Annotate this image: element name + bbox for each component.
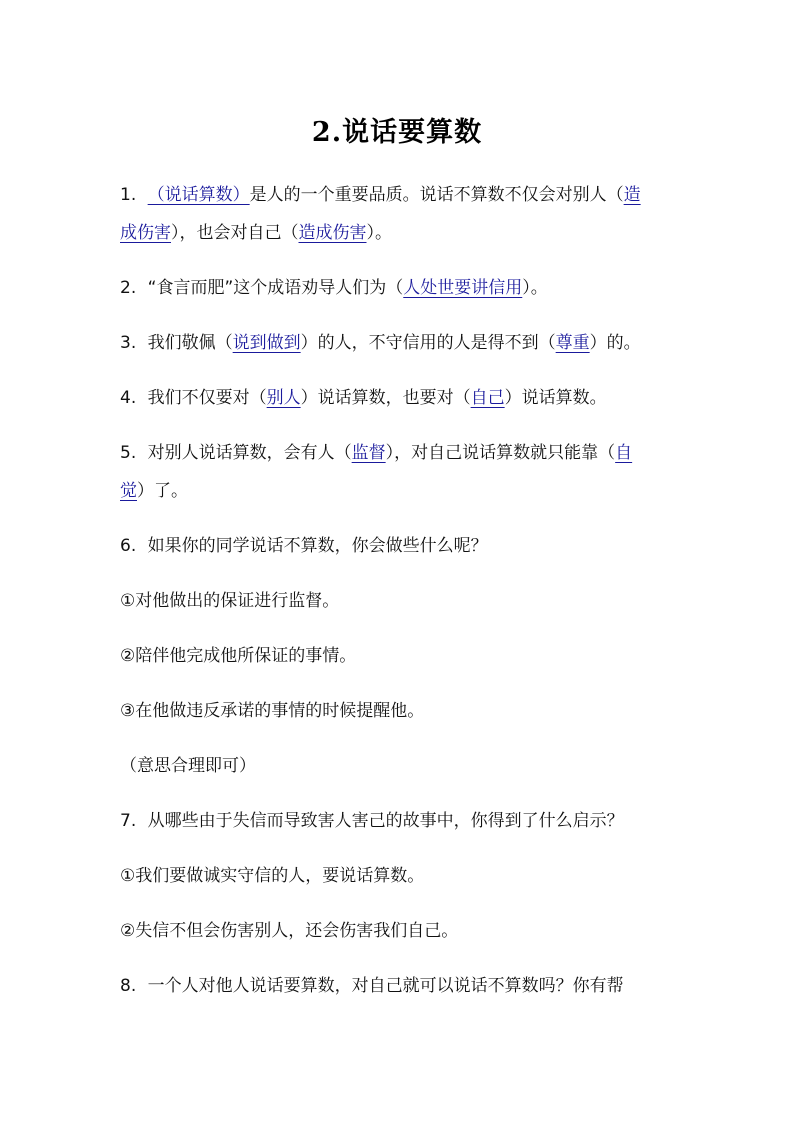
answer-blank: 自己 bbox=[470, 388, 505, 408]
question-number: 8. bbox=[120, 976, 137, 996]
question-1-line-1 bbox=[120, 176, 676, 214]
question-text: ）的人，不守信用的人是得不到（ bbox=[300, 333, 556, 353]
question-list bbox=[120, 176, 676, 1022]
question-number: 6. bbox=[120, 536, 137, 556]
question-3 bbox=[120, 324, 676, 362]
question-8 bbox=[120, 967, 676, 1005]
question-6 bbox=[120, 527, 676, 565]
answer-blank: 监督 bbox=[351, 443, 386, 463]
question-number: 5. bbox=[120, 443, 137, 463]
question-7 bbox=[120, 802, 676, 840]
answer-blank: （说话算数） bbox=[147, 185, 250, 205]
answer-blank: 别人 bbox=[266, 388, 301, 408]
question-number: 2. bbox=[120, 278, 137, 298]
question-text: 如果你的同学说话不算数，你会做些什么呢？ bbox=[147, 536, 488, 556]
answer-blank: 人处世要讲信用 bbox=[403, 278, 523, 298]
question-2 bbox=[120, 269, 676, 307]
answer-blank: 造 bbox=[623, 185, 641, 205]
question-text: 从哪些由于失信而导致害人害己的故事中，你得到了什么启示？ bbox=[147, 811, 624, 831]
page-title: 2.说话要算数 bbox=[311, 117, 483, 148]
question-text: 我们敬佩（ bbox=[147, 333, 233, 353]
question-number: 4. bbox=[120, 388, 137, 408]
answer-item: ②失信不但会伤害别人，还会伤害我们自己。 bbox=[120, 921, 459, 941]
answer-item: ①我们要做诚实守信的人，要说话算数。 bbox=[120, 866, 425, 886]
question-number: 7. bbox=[120, 811, 137, 831]
question-1-line-2 bbox=[120, 214, 676, 252]
question-text: ）。 bbox=[366, 223, 392, 243]
question-text: ）了。 bbox=[137, 481, 188, 501]
answer-blank: 成伤害 bbox=[120, 223, 171, 243]
question-text: 对别人说话算数，会有人（ bbox=[147, 443, 352, 463]
answer-item: ③在他做违反承诺的事情的时候提醒他。 bbox=[120, 701, 425, 721]
question-text: 我们不仅要对（ bbox=[147, 388, 267, 408]
question-text: 一个人对他人说话要算数，对自己就可以说话不算数吗？你有帮 bbox=[147, 976, 624, 996]
answer-blank: 说到做到 bbox=[232, 333, 301, 353]
question-text: “食言而肥”这个成语劝导人们为（ bbox=[147, 278, 404, 298]
question-text: ）。 bbox=[522, 278, 548, 298]
answer-blank: 造成伤害 bbox=[298, 223, 367, 243]
question-4 bbox=[120, 379, 676, 417]
question-number: 3. bbox=[120, 333, 137, 353]
question-number: 1. bbox=[120, 185, 137, 205]
question-5-line-1 bbox=[120, 434, 676, 472]
question-text: ）的。 bbox=[589, 333, 641, 353]
answer-blank: 觉 bbox=[120, 481, 137, 501]
question-text: ），也会对自己（ bbox=[171, 223, 299, 243]
answer-blank: 自 bbox=[615, 443, 633, 463]
answer-item: ①对他做出的保证进行监督。 bbox=[120, 591, 340, 611]
question-text: ）说话算数，也要对（ bbox=[300, 388, 471, 408]
question-text: ），对自己说话算数就只能靠（ bbox=[385, 443, 616, 463]
answer-blank: 尊重 bbox=[555, 333, 590, 353]
question-text: 是人的一个重要品质。说话不算数不仅会对别人（ bbox=[249, 185, 624, 205]
answer-note: （意思合理即可） bbox=[120, 756, 256, 776]
question-text: ）说话算数。 bbox=[504, 388, 607, 408]
answer-item: ②陪伴他完成他所保证的事情。 bbox=[120, 646, 357, 666]
question-5-line-2 bbox=[120, 472, 676, 510]
